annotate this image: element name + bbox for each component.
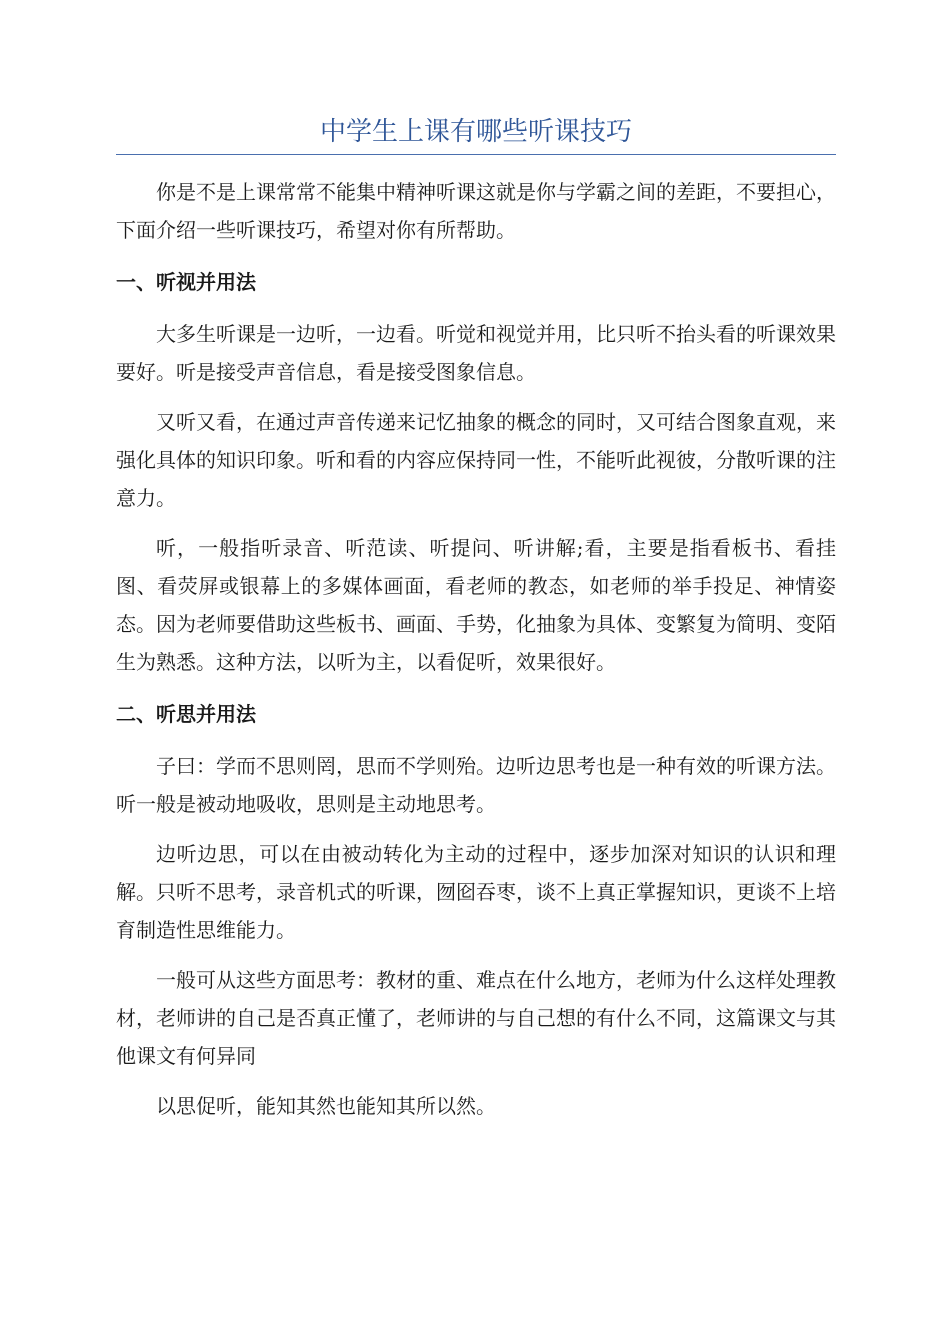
paragraph: 边听边思，可以在由被动转化为主动的过程中，逐步加深对知识的认识和理解。只听不思考，录音机式的听课，囫囵吞枣，谈不上真正掌握知识，更谈不上培育制造性思维能力。 <box>116 842 836 942</box>
document-title: 中学生上课有哪些听课技巧 <box>116 112 836 155</box>
section-1 <box>116 263 836 681</box>
paragraph: 以思促听，能知其然也能知其所以然。 <box>156 1094 496 1118</box>
intro-paragraph: 你是不是上课常常不能集中精神听课这就是你与学霸之间的差距，不要担心，下面介绍一些听课技巧，希望对你有所帮助。 <box>116 180 836 242</box>
paragraph: 子曰：学而不思则罔，思而不学则殆。边听边思考也是一种有效的听课方法。听一般是被动地吸收，思则是主动地思考。 <box>116 754 836 816</box>
section-2 <box>116 695 836 1125</box>
paragraph: 又听又看，在通过声音传递来记忆抽象的概念的同时，又可结合图象直观，来强化具体的知识印象。听和看的内容应保持同一性，不能听此视彼，分散听课的注意力。 <box>116 410 836 510</box>
section-heading: 一、听视并用法 <box>116 270 256 294</box>
paragraph: 听，一般指听录音、听范读、听提问、听讲解;看，主要是指看板书、看挂图、看荧屏或银幕上的多媒体画面，看老师的教态，如老师的举手投足、神情姿态。因为老师要借助这些板书、画面、手势，化抽象为具体、变繁复为简明、变陌生为熟悉。这种方法，以听为主，以看促听，效果很好。 <box>116 536 836 674</box>
document-page <box>116 112 836 1125</box>
paragraph: 大多生听课是一边听，一边看。听觉和视觉并用，比只听不抬头看的听课效果要好。听是接受声音信息，看是接受图象信息。 <box>116 322 836 384</box>
section-heading: 二、听思并用法 <box>116 702 256 726</box>
paragraph: 一般可从这些方面思考：教材的重、难点在什么地方，老师为什么这样处理教材，老师讲的自己是否真正懂了，老师讲的与自己想的有什么不同，这篇课文与其他课文有何异同 <box>116 968 836 1068</box>
